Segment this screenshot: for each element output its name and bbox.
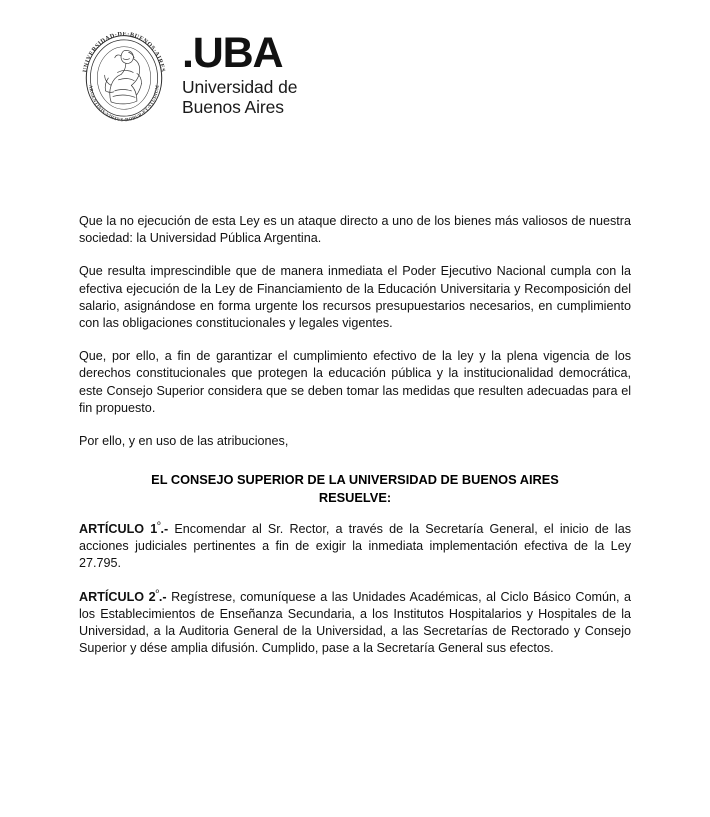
uba-wordmark-sub-line2: Buenos Aires bbox=[182, 97, 284, 118]
article-1-separator: .- bbox=[160, 522, 175, 537]
svg-text:UNIVERSIDAD·DE·BUENOS·AIRES: UNIVERSIDAD·DE·BUENOS·AIRES bbox=[82, 32, 166, 73]
resolve-heading bbox=[79, 471, 631, 506]
paragraph-considerando-3: Que, por ello, a fin de garantizar el cumplimiento efectivo de la ley y la plena vigencia de los derechos constitucionales que protegen la educación pública y la institucionalidad democrática, este Consejo Superior considera que se deben tomar las medidas que resulten adecuadas para el fin propuesto. bbox=[79, 349, 631, 415]
article-2 bbox=[79, 589, 631, 658]
resolve-heading-line1: EL CONSEJO SUPERIOR DE LA UNIVERSIDAD DE BUENOS AIRES bbox=[151, 472, 559, 488]
uba-wordmark bbox=[182, 30, 297, 117]
uba-wordmark-sub bbox=[182, 77, 297, 118]
article-1-label: ARTÍCULO 1 bbox=[79, 522, 158, 537]
article-2-ordinal: º bbox=[155, 587, 159, 598]
uba-wordmark-sub-line1: Universidad de bbox=[182, 76, 298, 97]
uba-seal-icon bbox=[78, 32, 170, 124]
article-1 bbox=[79, 521, 631, 573]
svg-text:ARGENTINIS·VIRTUS·ROBUR·ET·STU: ARGENTINIS·VIRTUS·ROBUR·ET·STUDIUM bbox=[87, 84, 161, 124]
article-1-ordinal: º bbox=[157, 519, 161, 530]
paragraph-por-ello: Por ello, y en uso de las atribuciones, bbox=[79, 434, 289, 449]
article-2-separator: .- bbox=[158, 589, 172, 604]
paragraph-considerando-2: Que resulta imprescindible que de manera inmediata el Poder Ejecutivo Nacional cumpla con la efectiva ejecución de la Ley de Financiamiento de la Educación Universitaria y Recomposición del salario, asignándose en forma urgente los recursos presupuestarios necesarios, en cumplimiento con las obligaciones constitucionales y legales vigentes. bbox=[79, 264, 631, 331]
letterhead bbox=[78, 30, 297, 124]
resolve-heading-line2: RESUELVE: bbox=[318, 489, 392, 505]
article-1-text: Encomendar al Sr. Rector, a través de la Secretaría General, el inicio de las acciones judiciales pertinentes a fin de exigir la inmediata implementación efectiva de la Ley 27.795. bbox=[79, 522, 631, 571]
article-2-text: Regístrese, comuníquese a las Unidades Académicas, al Ciclo Básico Común, a los Establecimientos de Enseñanza Secundaria, a los Institutos Hospitalarios y Hospitales de la Universidad, a la Auditoria General de la Universidad, a las Secretarías de Rectorado y Consejo Superior y dése amplia difusión. Cumplido, pase a la Secretaría General sus efectos. bbox=[79, 589, 632, 656]
document-body bbox=[79, 213, 631, 657]
uba-wordmark-main: .UBA bbox=[182, 29, 283, 77]
paragraph-considerando-1: Que la no ejecución de esta Ley es un ataque directo a uno de los bienes más valiosos de nuestra sociedad: la Universidad Pública Argentina. bbox=[79, 214, 631, 246]
article-2-label: ARTÍCULO 2 bbox=[79, 589, 156, 604]
